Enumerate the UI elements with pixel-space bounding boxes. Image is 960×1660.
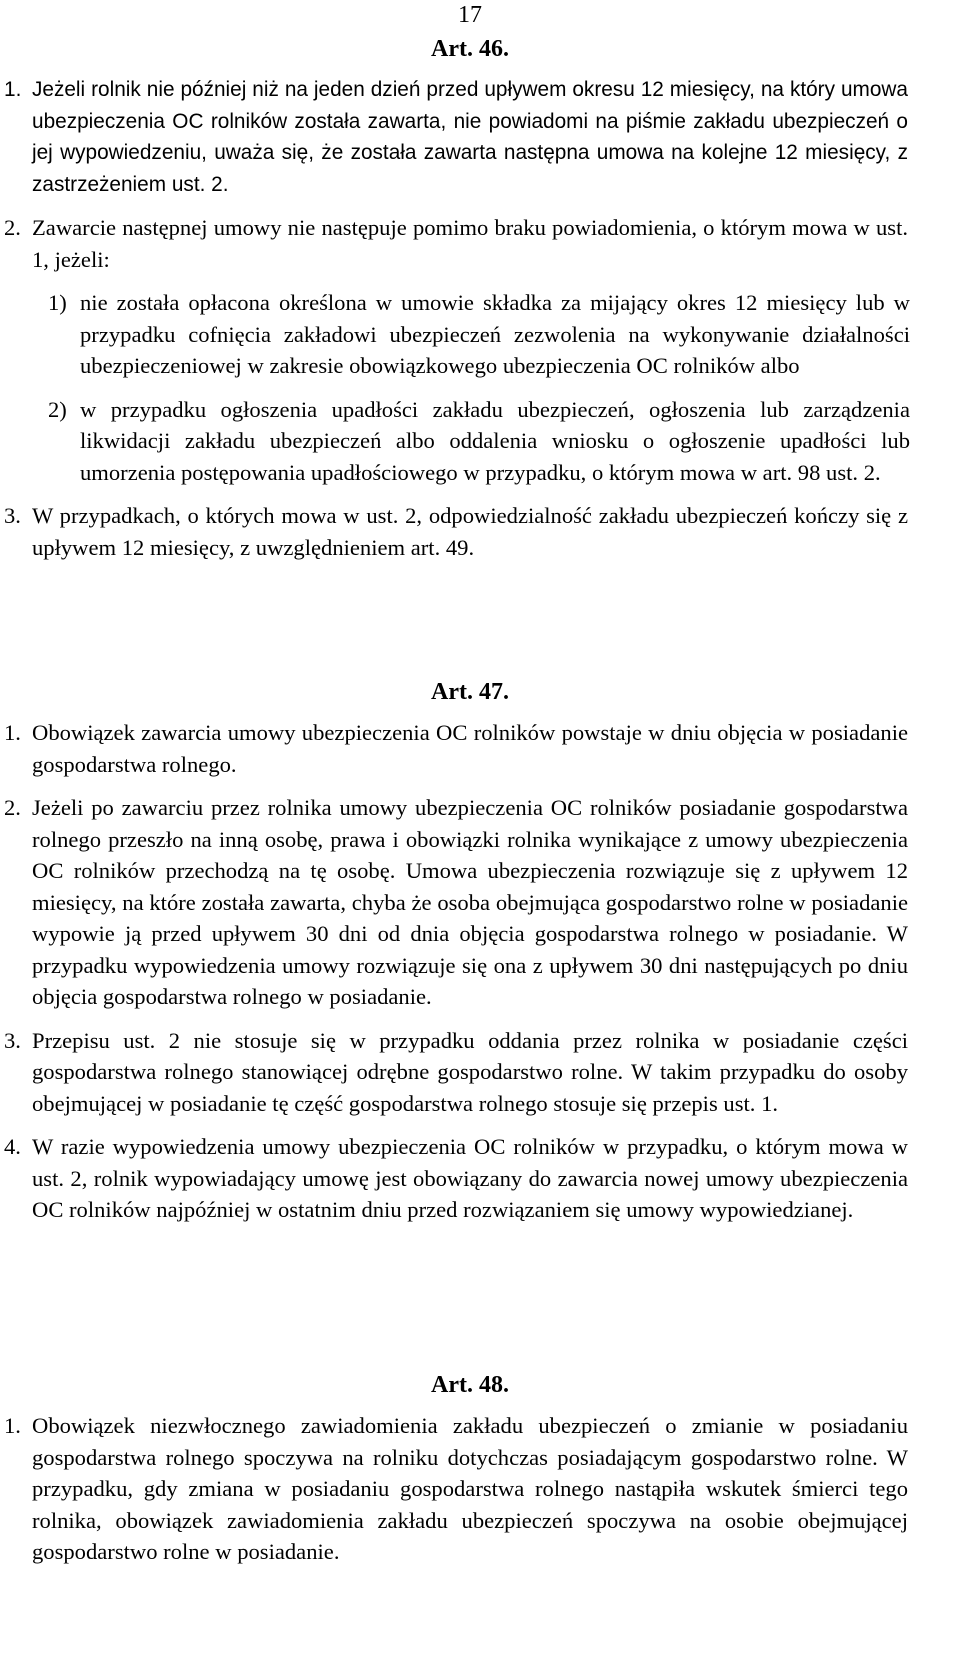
paragraph-2: [0, 792, 908, 1013]
page-number: 17: [458, 2, 482, 28]
paragraph-text: Zawarcie następnej umowy nie następuje pomimo braku powiadomienia, o którym mowa w ust. 1, jeżeli:: [32, 215, 908, 272]
paragraph-1: [0, 717, 908, 780]
paragraph-number: 3.: [4, 1027, 21, 1053]
paragraph-text: Przepisu ust. 2 nie stosuje się w przypadku oddania przez rolnika w posiadanie części gospodarstwa rolnego stanowiącej odrębne gospodarstwo rolne. W takim przypadku do osoby obejmującej w posiadanie tę część gospodarstwa rolnego stosuje się przepis ust. 1.: [32, 1027, 908, 1116]
paragraph-1: [0, 74, 908, 200]
paragraph-number: 1.: [4, 78, 22, 101]
list-item-2: [48, 394, 910, 489]
paragraph-1: [0, 1410, 908, 1568]
paragraph-text: Jeżeli po zawarciu przez rolnika umowy ubezpieczenia OC rolników posiadanie gospodarstwa rolnego przeszło na inną osobę, prawa i obowiązki rolnika wynikające z umowy ubezpieczenia OC rolników przechodzą na tę osobę. Umowa ubezpieczenia rozwiązuje się z upływem 12 miesięcy, na które została zawarta, chyba że osoba obejmująca gospodarstwo rolne w posiadanie wypowie ją przed upływem 30 dni od dnia objęcia gospodarstwa rolnego w posiadanie. W przypadku wypowiedzenia umowy rozwiązuje się ona z upływem 30 dni następujących po dniu objęcia gospodarstwa rolnego w posiadanie.: [32, 795, 908, 1009]
article-47: [0, 677, 960, 1238]
paragraph-2: [0, 212, 908, 275]
article-title: Art. 47.: [431, 679, 509, 705]
paragraph-4: [0, 1131, 908, 1226]
item-text: w przypadku ogłoszenia upadłości zakładu ubezpieczeń, ogłoszenia lub zarządzenia likwidacji zakładu ubezpieczeń albo oddalenia wniosku o ogłoszenie upadłości lub umorzenia postępowania upadłościowego w przypadku, o którym mowa w art. 98 ust. 2.: [80, 396, 910, 485]
paragraph-number: 1.: [4, 1413, 21, 1438]
paragraph-text: W przypadkach, o których mowa w ust. 2, odpowiedzialność zakładu ubezpieczeń kończy się z upływem 12 miesięcy, z uwzględnieniem art. 49.: [32, 503, 908, 560]
paragraph-number: 1.: [4, 720, 21, 745]
article-46: [0, 34, 960, 575]
paragraph-3: [0, 1025, 908, 1120]
paragraph-number: 2.: [4, 215, 21, 240]
paragraph-text: Jeżeli rolnik nie później niż na jeden dzień przed upływem okresu 12 miesięcy, na który umowa ubezpieczenia OC rolników została zawarta, nie powiadomi na piśmie zakładu ubezpieczeń o jej wypowiedzeniu, uważa się, że została zawarta następna umowa na kolejne 12 miesięcy, z zastrzeżeniem ust. 2.: [32, 78, 908, 196]
list-item-1: [48, 287, 910, 382]
paragraph-3: [0, 500, 908, 563]
paragraph-text: Obowiązek zawarcia umowy ubezpieczenia OC rolników powstaje w dniu objęcia w posiadanie gospodarstwa rolnego.: [32, 720, 908, 777]
item-number: 2): [48, 396, 67, 422]
paragraph-text: W razie wypowiedzenia umowy ubezpieczenia OC rolników w przypadku, o którym mowa w ust. 2, rolnik wypowiadający umowę jest obowiązany do zawarcia nowej umowy ubezpieczenia OC rolników najpóźniej w ostatnim dniu przed rozwiązaniem się umowy wypowiedzianej.: [32, 1134, 908, 1222]
paragraph-text: Obowiązek niezwłocznego zawiadomienia zakładu ubezpieczeń o zmianie w posiadaniu gospodarstwa rolnego spoczywa na rolniku dotychczas posiadającym gospodarstwo rolne. W przypadku, gdy zmiana w posiadaniu gospodarstwa rolnego nastąpiła wskutek śmierci tego rolnika, obowiązek zawiadomienia zakładu ubezpieczeń spoczywa na osobie obejmującej gospodarstwo rolne w posiadanie.: [32, 1413, 908, 1564]
item-number: 1): [48, 290, 67, 315]
paragraph-number: 4.: [4, 1134, 21, 1159]
item-text: nie została opłacona określona w umowie składka za mijający okres 12 miesięcy lub w przypadku cofnięcia zakładowi ubezpieczeń zezwolenia na wykonywanie działalności ubezpieczeniowej w zakresie obowiązkowego ubezpieczenia OC rolników albo: [80, 290, 910, 378]
article-48: [0, 1370, 960, 1580]
article-title: Art. 48.: [431, 1372, 509, 1398]
paragraph-number: 3.: [4, 503, 21, 528]
article-title: Art. 46.: [431, 36, 509, 62]
paragraph-number: 2.: [4, 795, 21, 820]
